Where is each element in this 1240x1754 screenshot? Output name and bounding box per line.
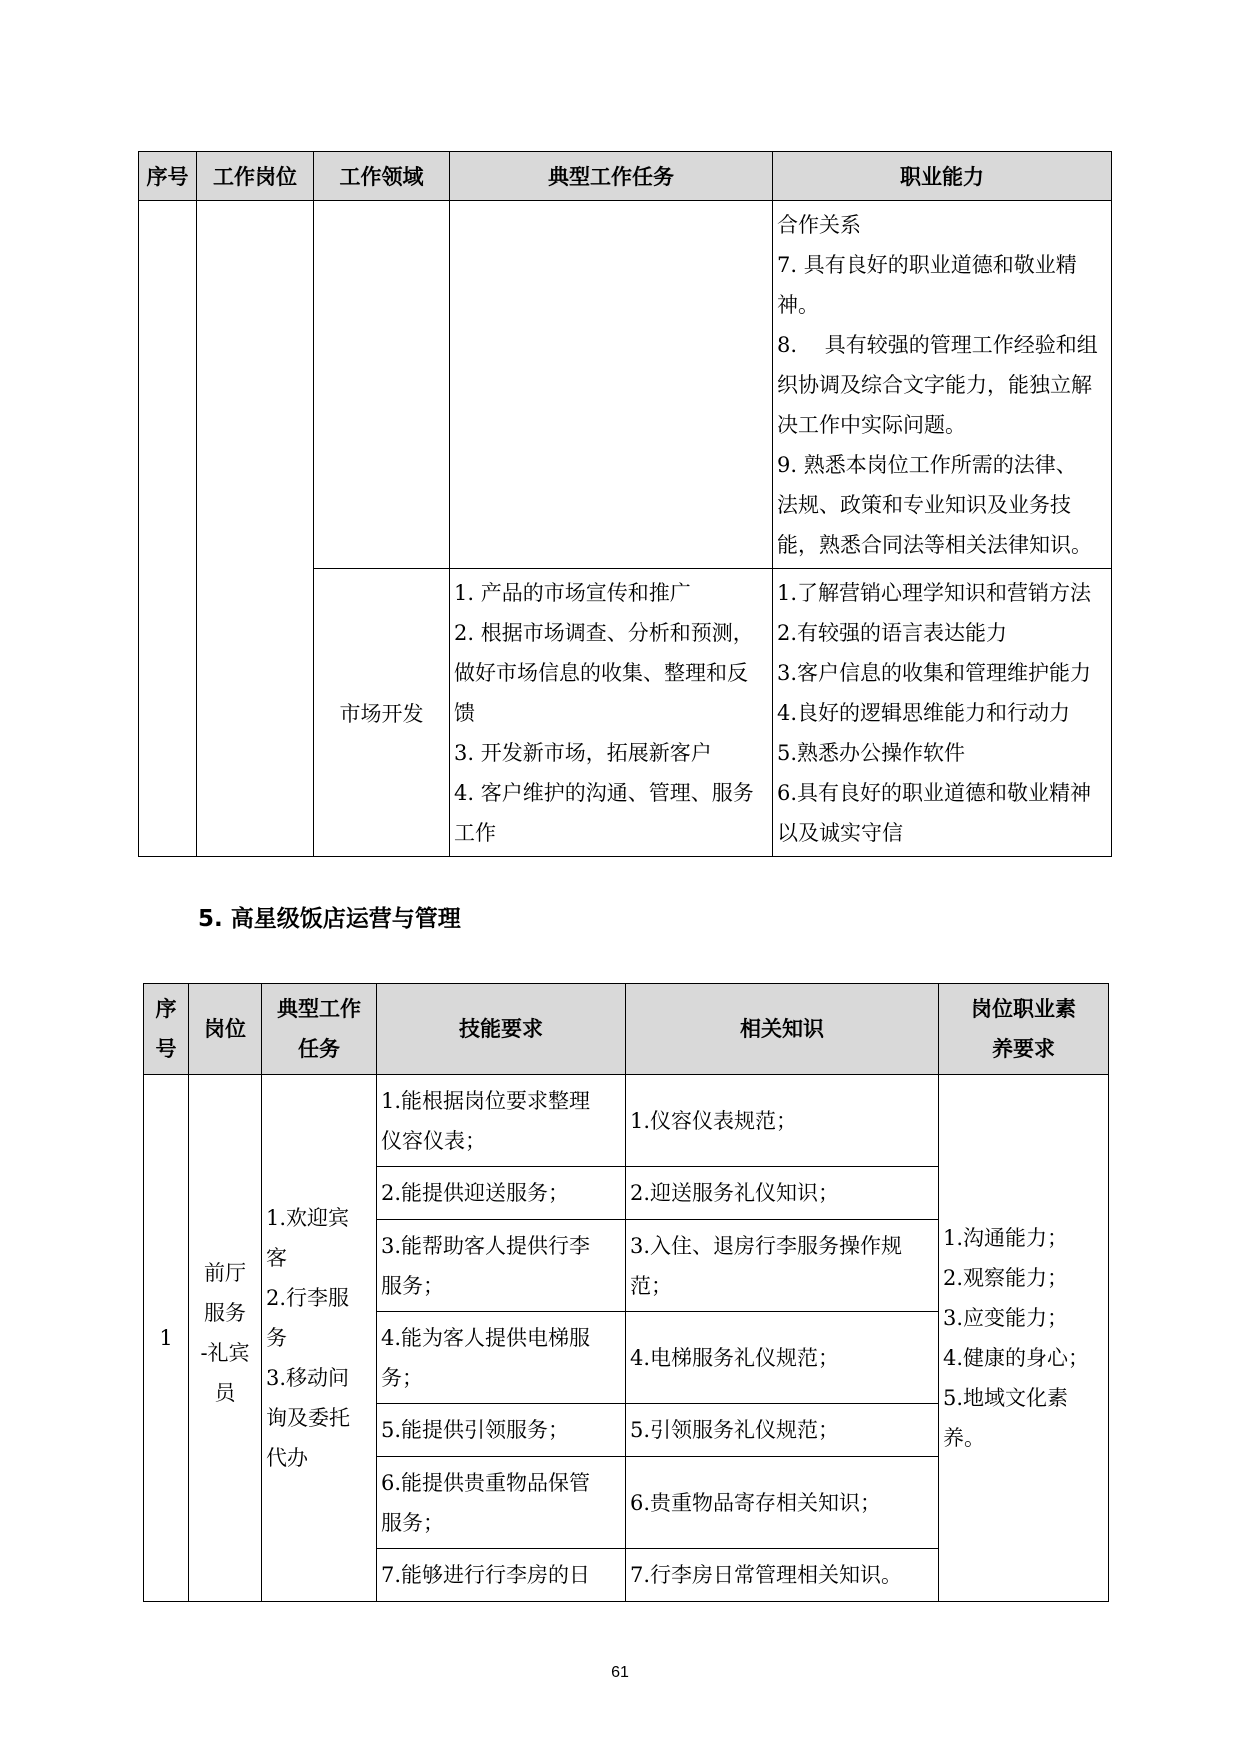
header-professional-ability: 职业能力	[773, 152, 1112, 201]
header-skill-requirements: 技能要求	[377, 984, 626, 1075]
knowledge-cell: 5.引领服务礼仪规范；	[626, 1404, 939, 1457]
header-work-domain: 工作领域	[314, 152, 450, 201]
knowledge-cell: 1.仪容仪表规范；	[626, 1075, 939, 1167]
seq-cell: 1	[144, 1075, 189, 1602]
knowledge-cell: 7.行李房日常管理相关知识。	[626, 1549, 939, 1602]
ability-line: 9. 熟悉本岗位工作所需的法律、	[777, 452, 1077, 477]
ability-line: 6.具有良好的职业道德和敬业精神	[777, 780, 1092, 805]
header-typical-tasks: 典型工作 任务	[262, 984, 377, 1075]
job-ability-table	[138, 151, 1112, 857]
skill-cell: 7.能够进行行李房的日	[377, 1549, 626, 1602]
domain-cell	[314, 201, 450, 569]
ability-line: 1.了解营销心理学知识和营销方法	[777, 580, 1092, 605]
knowledge-cell: 6.贵重物品寄存相关知识；	[626, 1457, 939, 1549]
abilities-cell	[773, 569, 1112, 857]
task-line: 做好市场信息的收集、整理和反	[454, 660, 748, 685]
header-seq: 序 号	[144, 984, 189, 1075]
skill-cell: 5.能提供引领服务；	[377, 1404, 626, 1457]
task-line: 2. 根据市场调查、分析和预测，	[454, 620, 754, 645]
ability-line: 法规、政策和专业知识及业务技	[777, 492, 1071, 517]
table-header-row	[139, 152, 1112, 201]
header-post: 岗位	[189, 984, 262, 1075]
skill-cell: 2.能提供迎送服务；	[377, 1167, 626, 1220]
abilities-cell	[773, 201, 1112, 569]
ability-line: 决工作中实际问题。	[777, 412, 966, 437]
table-row	[144, 1075, 1109, 1167]
header-seq: 序号	[139, 152, 197, 201]
header-job-post: 工作岗位	[197, 152, 314, 201]
table-header-row	[144, 984, 1109, 1075]
job-post-cell	[197, 201, 314, 857]
ability-line: 4.良好的逻辑思维能力和行动力	[777, 700, 1071, 725]
ability-line: 能，熟悉合同法等相关法律知识。	[777, 532, 1092, 557]
ability-line: 7. 具有良好的职业道德和敬业精	[777, 252, 1077, 277]
quality-cell: 1.沟通能力； 2.观察能力； 3.应变能力； 4.健康的身心； 5.地域文化素 养。	[939, 1075, 1109, 1602]
hotel-operations-table	[143, 983, 1109, 1602]
header-related-knowledge: 相关知识	[626, 984, 939, 1075]
knowledge-cell: 4.电梯服务礼仪规范；	[626, 1312, 939, 1404]
ability-line: 神。	[777, 292, 819, 317]
header-typical-tasks: 典型工作任务	[450, 152, 773, 201]
ability-line: 3.客户信息的收集和管理维护能力	[777, 660, 1092, 685]
ability-line: 2.有较强的语言表达能力	[777, 620, 1008, 645]
task-line: 1. 产品的市场宣传和推广	[454, 580, 691, 605]
knowledge-cell: 2.迎送服务礼仪知识；	[626, 1167, 939, 1220]
knowledge-cell: 3.入住、退房行李服务操作规 范；	[626, 1220, 939, 1312]
domain-cell: 市场开发	[314, 569, 450, 857]
skill-cell: 4.能为客人提供电梯服 务；	[377, 1312, 626, 1404]
post-cell: 前厅 服务 -礼宾 员	[189, 1075, 262, 1602]
skill-cell: 1.能根据岗位要求整理 仪容仪表；	[377, 1075, 626, 1167]
seq-cell	[139, 201, 197, 857]
ability-line: 以及诚实守信	[777, 820, 903, 845]
tasks-cell	[450, 569, 773, 857]
task-line: 工作	[454, 820, 496, 845]
ability-line: 织协调及综合文字能力，能独立解	[777, 372, 1092, 397]
table-row	[139, 201, 1112, 569]
header-quality-requirements: 岗位职业素 养要求	[939, 984, 1109, 1075]
ability-line: 8. 具有较强的管理工作经验和组	[777, 332, 1098, 357]
skill-cell: 3.能帮助客人提供行李 服务；	[377, 1220, 626, 1312]
task-line: 3. 开发新市场，拓展新客户	[454, 740, 712, 765]
section-heading: 5. 高星级饭店运营与管理	[198, 906, 461, 932]
task-line: 馈	[454, 700, 475, 725]
tasks-cell: 1.欢迎宾 客 2.行李服 务 3.移动问 询及委托 代办	[262, 1075, 377, 1602]
ability-line: 合作关系	[777, 212, 861, 237]
skill-cell: 6.能提供贵重物品保管 服务；	[377, 1457, 626, 1549]
ability-line: 5.熟悉办公操作软件	[777, 740, 966, 765]
page-number: 61	[611, 1664, 629, 1681]
tasks-cell	[450, 201, 773, 569]
task-line: 4. 客户维护的沟通、管理、服务	[454, 780, 754, 805]
